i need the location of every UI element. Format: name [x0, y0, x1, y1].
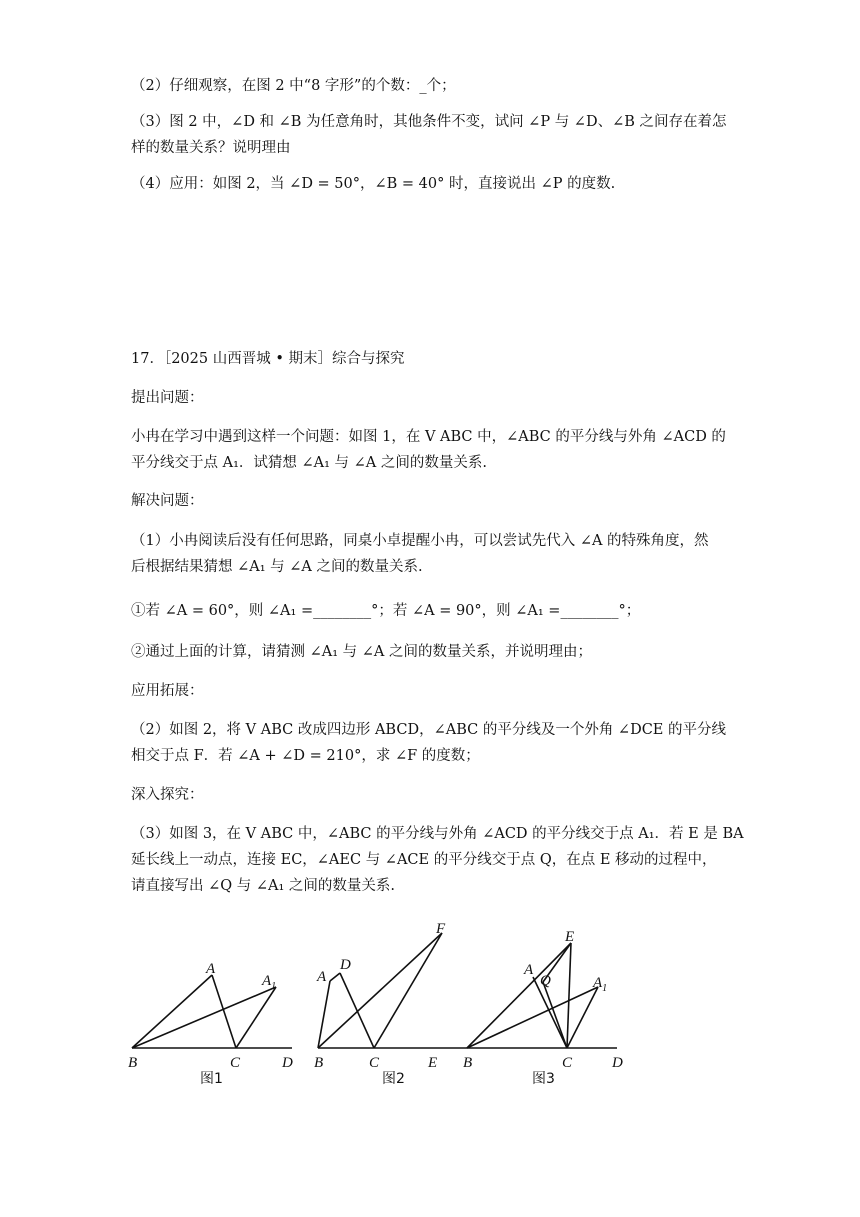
q16-part2: （2）仔细观察，在图 2 中“8 字形”的个数：_个； [131, 78, 456, 94]
q16-part4: （4）应用：如图 2，当 ∠D = 50°，∠B = 40° 时，直接说出 ∠P 的度数. [131, 176, 616, 192]
q17-intro-line1: 小冉在学习中遇到这样一个问题：如图 1，在 V ABC 中，∠ABC 的平分线与外角 ∠ACD 的 [131, 429, 726, 445]
fig2-label-E: E [428, 1055, 438, 1071]
fig3-label-C: C [562, 1055, 573, 1071]
q17-part2-line1: （2）如图 2，将 V ABC 改成四边形 ABCD，∠ABC 的平分线及一个外角 ∠DCE 的平分线 [131, 722, 726, 738]
section-propose-problem: 提出问题： [131, 390, 204, 406]
fig1-label-A: A [206, 961, 216, 977]
fig3-caption: 图3 [532, 1071, 555, 1087]
q17-part1-line1: （1）小冉阅读后没有任何思路，同桌小卓提醒小冉，可以尝试先代入 ∠A 的特殊角度，然 [131, 533, 709, 549]
fig3-label-B: B [463, 1055, 473, 1071]
fig2-label-F: F [436, 921, 446, 937]
section-apply-extend: 应用拓展： [131, 683, 204, 699]
fig1-label-C: C [230, 1055, 241, 1071]
q16-part3-line2: 样的数量关系？说明理由 [131, 140, 291, 156]
figure-2-lines [318, 933, 467, 1048]
section-deep-explore: 深入探究： [131, 787, 204, 803]
fig1-label-A1: $A_1$ [262, 973, 277, 992]
fig2-label-D: D [340, 957, 351, 973]
fig2-label-B: B [314, 1055, 324, 1071]
fig3-label-E: E [565, 929, 575, 945]
fig2-label-A: A [317, 969, 327, 985]
fig2-caption: 图2 [382, 1071, 405, 1087]
q17-part1-line2: 后根据结果猜想 ∠A₁ 与 ∠A 之间的数量关系. [131, 559, 423, 575]
figures [120, 915, 640, 1095]
fig2-label-C: C [369, 1055, 380, 1071]
fig3-label-Q: Q [540, 973, 551, 989]
q16-part3-line1: （3）图 2 中，∠D 和 ∠B 为任意角时，其他条件不变，试问 ∠P 与 ∠D、∠B 之间存在着怎 [131, 114, 727, 130]
q17-part3-line1: （3）如图 3，在 V ABC 中，∠ABC 的平分线与外角 ∠ACD 的平分线交于点 A₁．若 E 是 BA [131, 826, 744, 842]
fig3-label-A: A [524, 962, 534, 978]
q17-header: 17．［2025 山西晋城 • 期末］综合与探究 [131, 351, 405, 367]
section-solve-problem: 解决问题： [131, 493, 204, 509]
q17-intro-line2: 平分线交于点 A₁．试猜想 ∠A₁ 与 ∠A 之间的数量关系. [131, 455, 487, 471]
q17-part1-sub2: ②通过上面的计算，请猜测 ∠A₁ 与 ∠A 之间的数量关系，并说明理由； [131, 644, 592, 660]
fig1-label-B: B [128, 1055, 138, 1071]
fig3-label-A1: $A_1$ [593, 975, 608, 994]
figure-3-lines [467, 943, 617, 1048]
fig3-label-D: D [612, 1055, 623, 1071]
q17-part2-line2: 相交于点 F．若 ∠A + ∠D = 210°，求 ∠F 的度数； [131, 748, 480, 764]
q17-part3-line3: 请直接写出 ∠Q 与 ∠A₁ 之间的数量关系. [131, 878, 396, 894]
q17-part3-line2: 延长线上一动点，连接 EC，∠AEC 与 ∠ACE 的平分线交于点 Q，在点 E 移动的过程中， [131, 852, 717, 868]
fig1-caption: 图1 [200, 1071, 223, 1087]
q17-part1-sub1: ①若 ∠A = 60°，则 ∠A₁ =________°；若 ∠A = 90°，则 ∠A₁ =________°； [131, 603, 641, 619]
fig1-label-D: D [282, 1055, 293, 1071]
figures-svg [120, 915, 640, 1095]
